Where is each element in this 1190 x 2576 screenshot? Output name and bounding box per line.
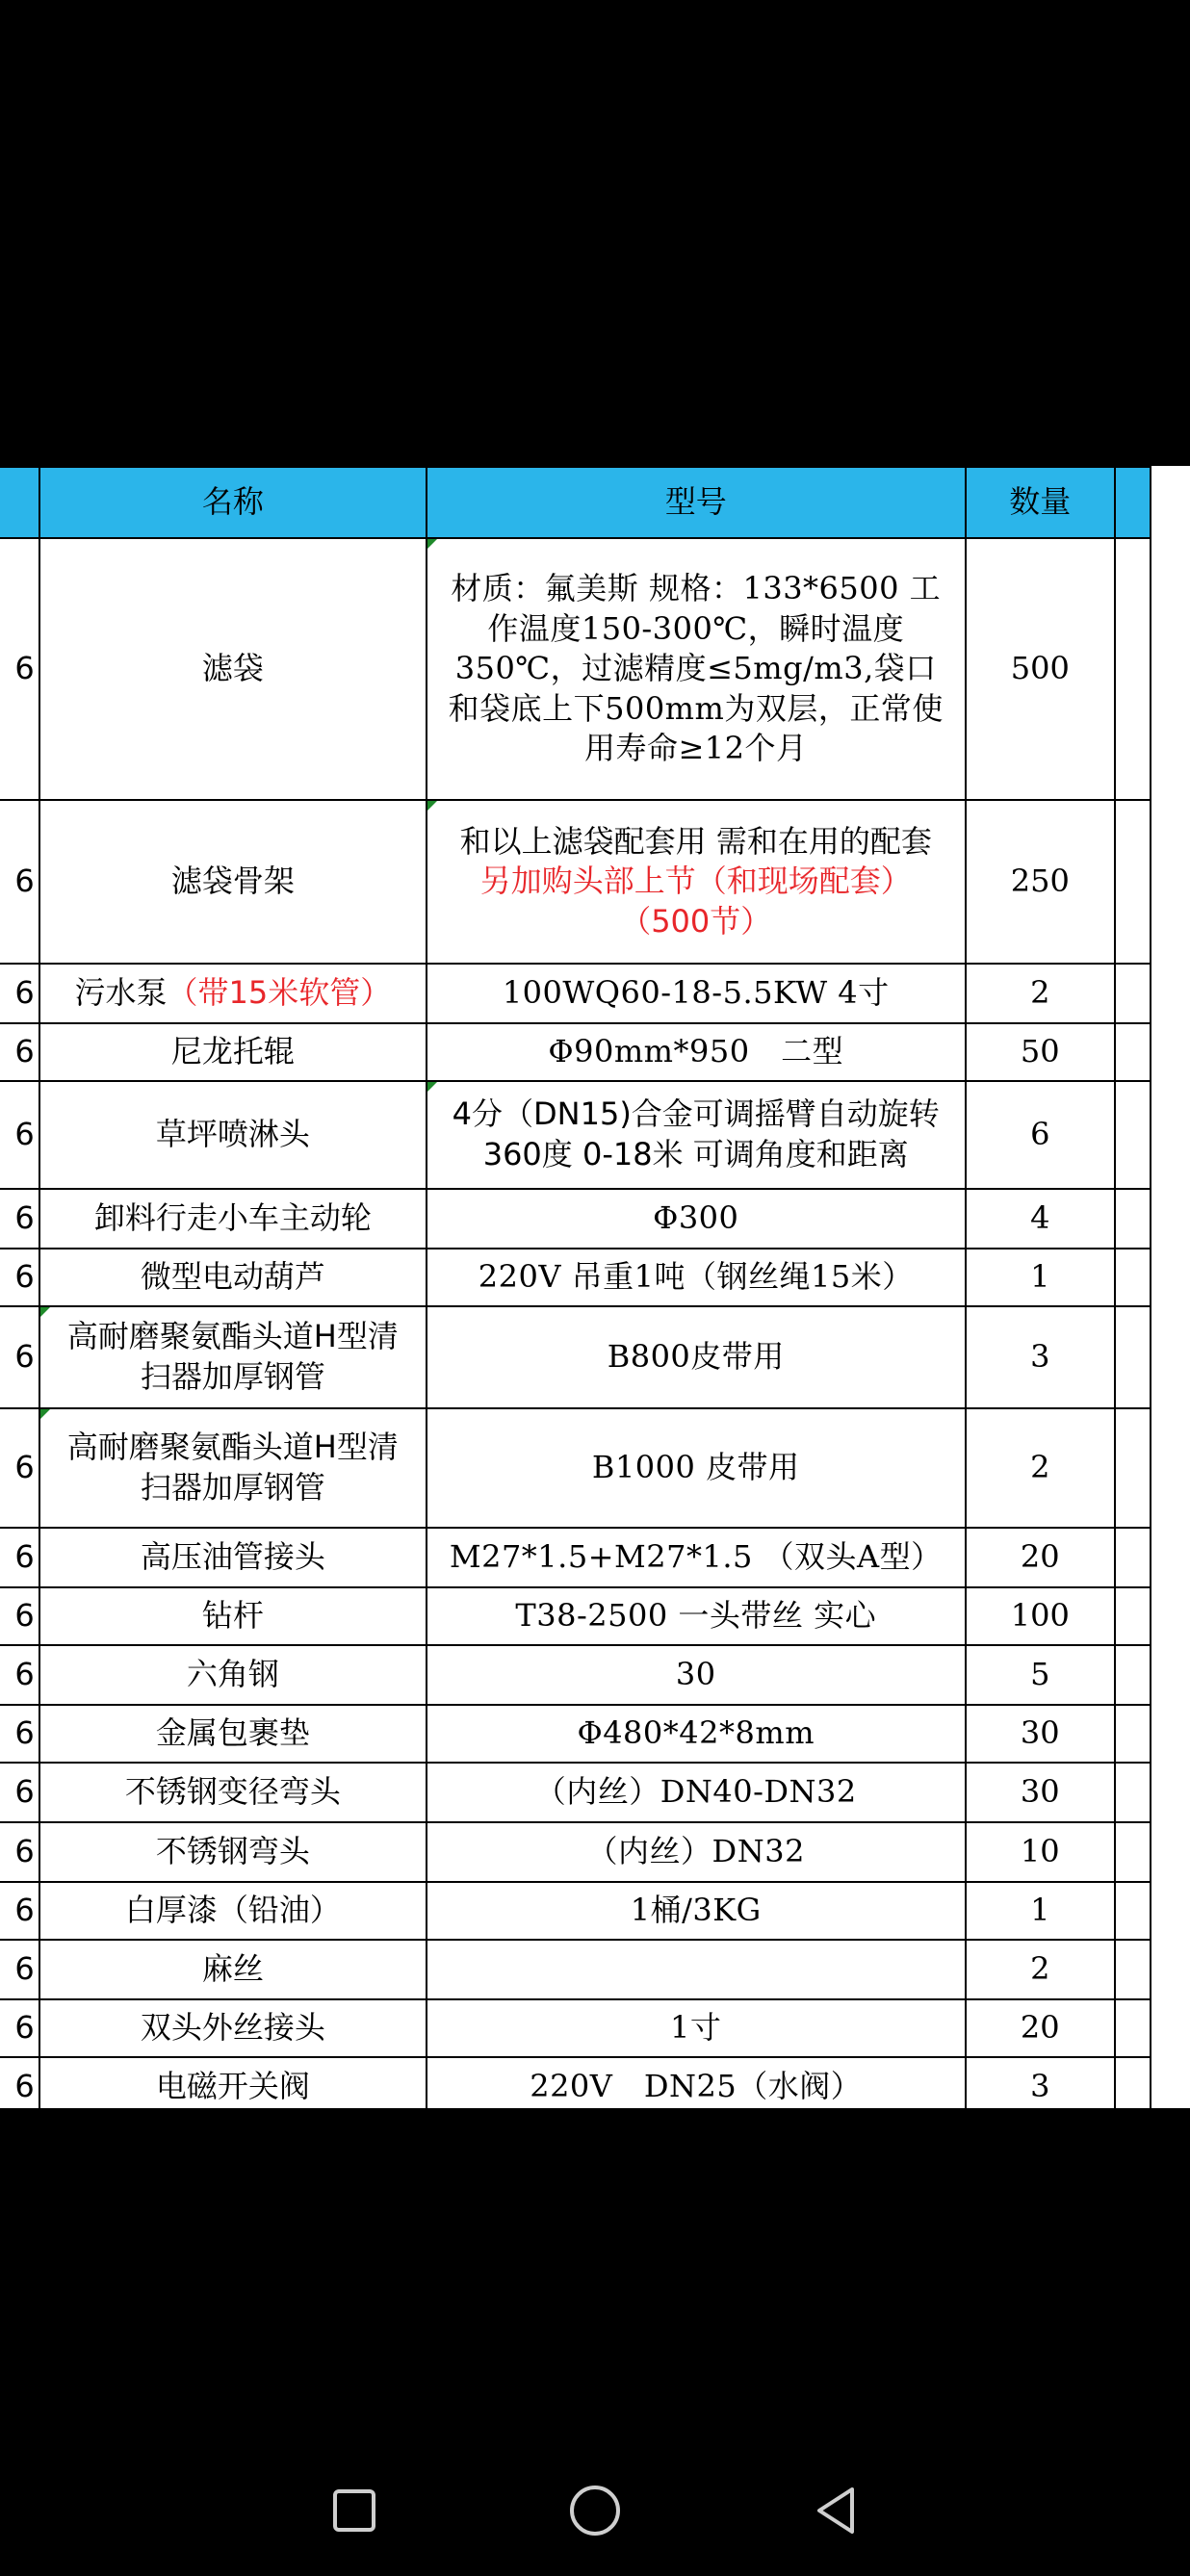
home-button[interactable] [566, 2482, 624, 2539]
row-index[interactable]: 6 [0, 1189, 39, 1249]
row-qty[interactable]: 100 [966, 1587, 1115, 1645]
row-qty[interactable]: 2 [966, 964, 1115, 1023]
row-index[interactable]: 6 [0, 1023, 39, 1081]
row-extra[interactable] [1115, 1705, 1151, 1763]
row-model[interactable]: 100WQ60-18-5.5KW 4寸 [427, 964, 966, 1023]
row-name[interactable]: 金属包裹垫 [39, 1705, 427, 1763]
row-name[interactable]: 不锈钢变径弯头 [39, 1763, 427, 1822]
row-index[interactable]: 6 [0, 1645, 39, 1705]
header-name[interactable]: 名称 [39, 467, 427, 538]
row-index[interactable]: 6 [0, 1940, 39, 1999]
row-index[interactable]: 6 [0, 1705, 39, 1763]
row-index[interactable]: 6 [0, 1822, 39, 1882]
row-extra[interactable] [1115, 1882, 1151, 1940]
triangle-back-icon [812, 2485, 860, 2537]
table-row [0, 1999, 1151, 2057]
row-qty[interactable]: 500 [966, 538, 1115, 800]
row-extra[interactable] [1115, 1408, 1151, 1528]
table-row [0, 1940, 1151, 1999]
parts-table [0, 466, 1151, 2118]
table-row [0, 1705, 1151, 1763]
row-model[interactable]: Φ480*42*8mm [427, 1705, 966, 1763]
row-qty[interactable]: 6 [966, 1081, 1115, 1189]
row-model[interactable]: Φ90mm*950 二型 [427, 1023, 966, 1081]
row-extra[interactable] [1115, 1249, 1151, 1306]
row-name-text: 污水泵 [74, 974, 168, 1012]
row-name[interactable]: 六角钢 [39, 1645, 427, 1705]
row-index[interactable]: 6 [0, 964, 39, 1023]
row-qty[interactable]: 20 [966, 1999, 1115, 2057]
row-model[interactable]: 4分（DN15)合金可调摇臂自动旋转360度 0-18米 可调角度和距离 [427, 1081, 966, 1189]
row-index[interactable]: 6 [0, 1763, 39, 1822]
row-index[interactable]: 6 [0, 1249, 39, 1306]
row-name[interactable]: 滤袋 [39, 538, 427, 800]
row-extra[interactable] [1115, 1023, 1151, 1081]
square-icon [331, 2487, 377, 2534]
row-qty[interactable]: 1 [966, 1249, 1115, 1306]
row-name[interactable]: 高耐磨聚氨酯头道H型清扫器加厚钢管 [39, 1306, 427, 1408]
row-qty[interactable]: 2 [966, 1940, 1115, 1999]
row-index[interactable]: 6 [0, 1999, 39, 2057]
row-qty[interactable]: 20 [966, 1528, 1115, 1587]
table-row [0, 1763, 1151, 1822]
row-extra[interactable] [1115, 1587, 1151, 1645]
row-name[interactable]: 滤袋骨架 [39, 800, 427, 964]
row-model[interactable]: 220V 吊重1吨（钢丝绳15米） [427, 1249, 966, 1306]
row-name[interactable]: 微型电动葫芦 [39, 1249, 427, 1306]
table-row [0, 964, 1151, 1023]
row-name[interactable]: 不锈钢弯头 [39, 1822, 427, 1882]
table-row [0, 538, 1151, 800]
row-model[interactable]: B1000 皮带用 [427, 1408, 966, 1528]
row-qty[interactable]: 30 [966, 1763, 1115, 1822]
row-qty[interactable]: 30 [966, 1705, 1115, 1763]
row-extra[interactable] [1115, 1822, 1151, 1882]
row-model[interactable]: B800皮带用 [427, 1306, 966, 1408]
row-index[interactable]: 6 [0, 1528, 39, 1587]
row-name[interactable]: 草坪喷淋头 [39, 1081, 427, 1189]
row-name[interactable]: 白厚漆（铅油） [39, 1882, 427, 1940]
row-model[interactable]: 220V DN25（水阀） [427, 2057, 966, 2117]
row-qty[interactable]: 4 [966, 1189, 1115, 1249]
row-name[interactable]: 钻杆 [39, 1587, 427, 1645]
row-index[interactable]: 6 [0, 800, 39, 964]
recents-button[interactable] [325, 2482, 383, 2539]
row-index[interactable]: 6 [0, 1081, 39, 1189]
row-extra[interactable] [1115, 1999, 1151, 2057]
table-row [0, 1528, 1151, 1587]
row-extra[interactable] [1115, 1528, 1151, 1587]
row-model[interactable]: 材质：氟美斯 规格：133*6500 工作温度150-300℃，瞬时温度350℃，过滤精度≤5mg/m3,袋口和袋底上下500mm为双层，正常使用寿命≥12个月 [427, 538, 966, 800]
header-index[interactable] [0, 467, 39, 538]
table-row [0, 1023, 1151, 1081]
table-row [0, 2057, 1151, 2117]
row-extra[interactable] [1115, 1189, 1151, 1249]
table-row [0, 1645, 1151, 1705]
row-name[interactable]: 双头外丝接头 [39, 1999, 427, 2057]
row-model-text: 和以上滤袋配套用 需和在用的配套 [459, 822, 932, 860]
row-name[interactable]: 尼龙托辊 [39, 1023, 427, 1081]
row-extra[interactable] [1115, 800, 1151, 964]
row-name[interactable]: 高耐磨聚氨酯头道H型清扫器加厚钢管 [39, 1408, 427, 1528]
row-index[interactable]: 6 [0, 1306, 39, 1408]
row-model[interactable]: 1寸 [427, 1999, 966, 2057]
row-index[interactable]: 6 [0, 2057, 39, 2117]
back-button[interactable] [807, 2482, 865, 2539]
table-row [0, 1081, 1151, 1189]
row-name-highlight: （带15米软管） [167, 974, 392, 1012]
table-header-row [0, 467, 1151, 538]
table-row [0, 1189, 1151, 1249]
row-extra[interactable] [1115, 1940, 1151, 1999]
row-qty[interactable]: 3 [966, 2057, 1115, 2117]
row-extra[interactable] [1115, 1645, 1151, 1705]
table-row [0, 1306, 1151, 1408]
row-qty[interactable]: 2 [966, 1408, 1115, 1528]
row-name[interactable]: 电磁开关阀 [39, 2057, 427, 2117]
circle-icon [568, 2484, 622, 2537]
row-name[interactable] [39, 964, 427, 1023]
row-extra[interactable] [1115, 1306, 1151, 1408]
android-navigation-bar [0, 2445, 1190, 2576]
row-model-highlight: 另加购头部上节（和现场配套）（500节） [479, 863, 912, 940]
spreadsheet-view [0, 466, 1190, 2108]
row-qty[interactable]: 10 [966, 1822, 1115, 1882]
row-qty[interactable]: 5 [966, 1645, 1115, 1705]
header-model[interactable]: 型号 [427, 467, 966, 538]
header-extra[interactable] [1115, 467, 1151, 538]
row-model[interactable]: M27*1.5+M27*1.5 （双头A型） [427, 1528, 966, 1587]
header-qty[interactable]: 数量 [966, 467, 1115, 538]
table-row [0, 1882, 1151, 1940]
row-model[interactable]: （内丝）DN40-DN32 [427, 1763, 966, 1822]
table-row [0, 800, 1151, 964]
row-extra[interactable] [1115, 1081, 1151, 1189]
row-model[interactable]: Φ300 [427, 1189, 966, 1249]
row-qty[interactable]: 3 [966, 1306, 1115, 1408]
row-index[interactable]: 6 [0, 1408, 39, 1528]
row-model[interactable]: （内丝）DN32 [427, 1822, 966, 1882]
row-model[interactable]: T38-2500 一头带丝 实心 [427, 1587, 966, 1645]
row-name[interactable]: 卸料行走小车主动轮 [39, 1189, 427, 1249]
row-index[interactable]: 6 [0, 1882, 39, 1940]
row-qty[interactable]: 1 [966, 1882, 1115, 1940]
row-extra[interactable] [1115, 538, 1151, 800]
row-model[interactable]: 30 [427, 1645, 966, 1705]
row-extra[interactable] [1115, 964, 1151, 1023]
table-row [0, 1822, 1151, 1882]
row-qty[interactable]: 50 [966, 1023, 1115, 1081]
table-row [0, 1408, 1151, 1528]
row-index[interactable]: 6 [0, 538, 39, 800]
table-row [0, 1587, 1151, 1645]
row-index[interactable]: 6 [0, 1587, 39, 1645]
row-model[interactable] [427, 800, 966, 964]
row-name[interactable]: 麻丝 [39, 1940, 427, 1999]
row-extra[interactable] [1115, 2057, 1151, 2117]
row-model[interactable]: 1桶/3KG [427, 1882, 966, 1940]
row-name[interactable]: 高压油管接头 [39, 1528, 427, 1587]
table-row [0, 1249, 1151, 1306]
row-qty[interactable]: 250 [966, 800, 1115, 964]
row-extra[interactable] [1115, 1763, 1151, 1822]
row-model[interactable] [427, 1940, 966, 1999]
